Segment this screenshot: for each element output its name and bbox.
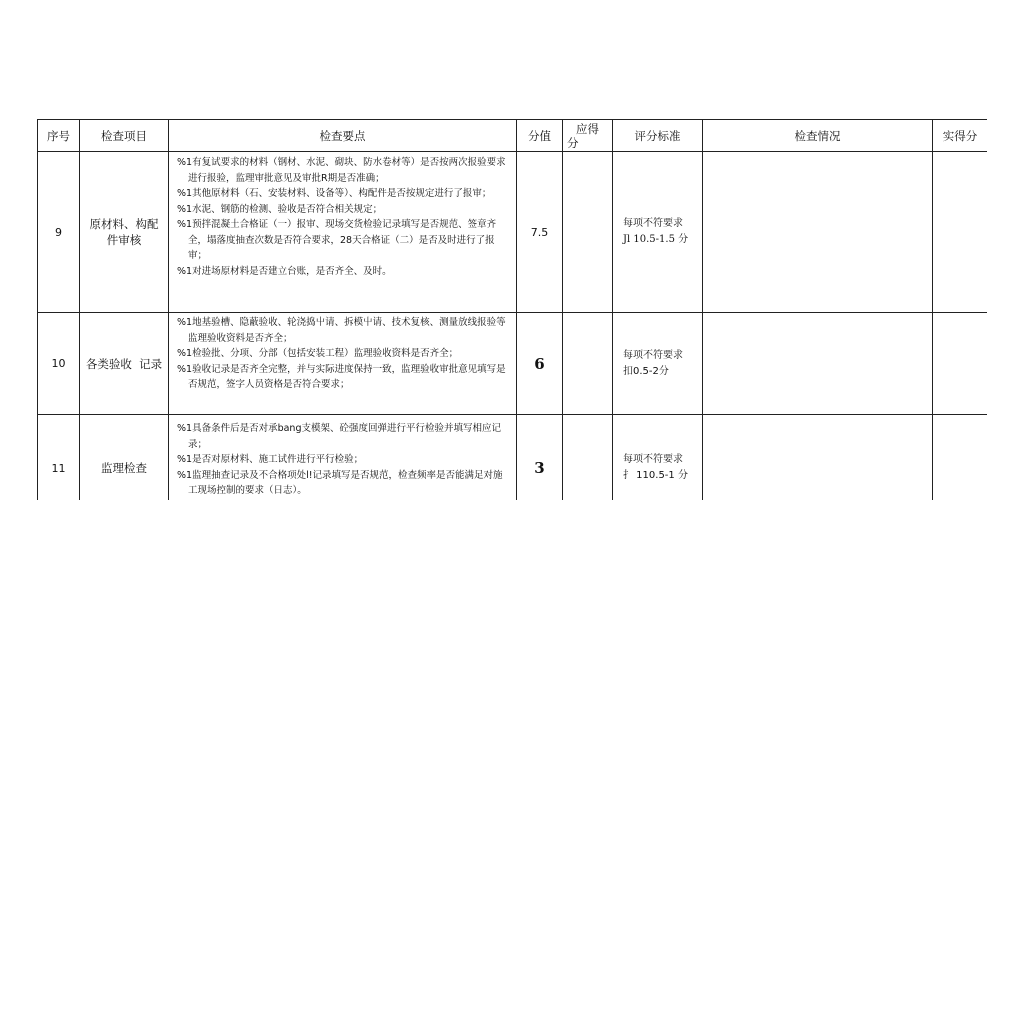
row-points [169,415,517,501]
standard-line1: 每项不符要求 [623,349,683,361]
table-row [38,152,988,313]
point-line: %1是否对原材料、施工试件进行平行检验； [177,454,364,465]
row-points [169,152,517,313]
row-score: 7.5 [517,152,563,313]
point-line: %1预拌混凝土合格证（一）报审、现场交货检验记录填写是否规范、签章齐全，塌落度抽查次数是否符合要求，28天合格证（二）是否及时进行了报审； [177,219,497,261]
standard-line1: 每项不符要求 [623,454,683,465]
header-points: 检查要点 [169,120,517,152]
table-row [38,313,988,415]
header-due-line2: 分 [567,135,579,150]
row-seq: 9 [38,152,80,313]
row-due-score[interactable] [563,313,613,415]
row-points [169,313,517,415]
header-due [563,120,613,152]
row-seq: 11 [38,415,80,501]
header-seq: 序号 [38,120,80,152]
row-actual-score[interactable] [933,415,988,501]
row-actual-score[interactable] [933,313,988,415]
header-actual: 实得分 [933,120,988,152]
header-due-line1: 应得 [576,121,599,136]
row-score: 3 [517,415,563,501]
standard-line1: 每项不符要求 [623,218,683,229]
row-item: 各类验收 记录 [80,313,169,415]
point-line: %1地基验槽、隐蔽验收、轮浇捣屮请、拆模屮请、技术复核、测量放线报验等监理验收资料是否齐全； [177,317,506,344]
point-line: %1其他原材料（石、安装材料、设备等）、构配件是否按规定进行了报审； [177,188,492,199]
row-status[interactable] [703,313,933,415]
header-standard: 评分标准 [613,120,703,152]
point-line: %1对进场原材料是否建立台账，是否齐全、及时。 [177,265,392,277]
point-line: %1监理抽查记录及不合格项处l!记录填写是否规范，检查频率是否能满足对施工现场控制的要求（日志）。 [177,469,503,496]
row-due-score[interactable] [563,415,613,501]
row-item: 监理检查 [80,415,169,501]
row-item: 原材料、构配件审核 [80,152,169,313]
row-due-score[interactable] [563,152,613,313]
header-status: 检查情况 [703,120,933,152]
row-actual-score[interactable] [933,152,988,313]
row-score: 6 [517,313,563,415]
point-line: %1具备条件后是否对承bang支模架、砼强度回弹进行平行检验并填写相应记录； [177,423,501,450]
point-line: %1水泥、钢筋的检测、验收是否符合相关规定； [177,203,383,215]
row-standard [613,415,703,501]
inspection-table-container [37,119,987,500]
standard-line2: 扌 110.5-1 分 [623,470,688,481]
row-standard [613,152,703,313]
point-line: %1有复试要求的材料（钢材、水泥、砌块、防水卷材等）是否按两次报验要求进行报验，监理审批意见及审批R期是否准确； [177,157,506,184]
standard-line2: 扣0.5-2分 [623,365,669,377]
header-score: 分值 [517,120,563,152]
point-line: %1验收记录是否齐全完整，并与实际进度保持一致，监理验收审批意见填写是否规范，签字人员资格是否符合要求； [177,363,506,390]
table-row [38,415,988,501]
table-header-row [38,120,988,152]
header-item: 检查项目 [80,120,169,152]
row-standard [613,313,703,415]
row-seq: 10 [38,313,80,415]
standard-line2: Jl 10.5-1.5 分 [623,234,689,245]
row-status[interactable] [703,152,933,313]
inspection-table [37,119,987,500]
point-line: %1检验批、分项、分部（包括安装工程）监理验收资料是否齐全； [177,348,459,359]
row-status[interactable] [703,415,933,501]
